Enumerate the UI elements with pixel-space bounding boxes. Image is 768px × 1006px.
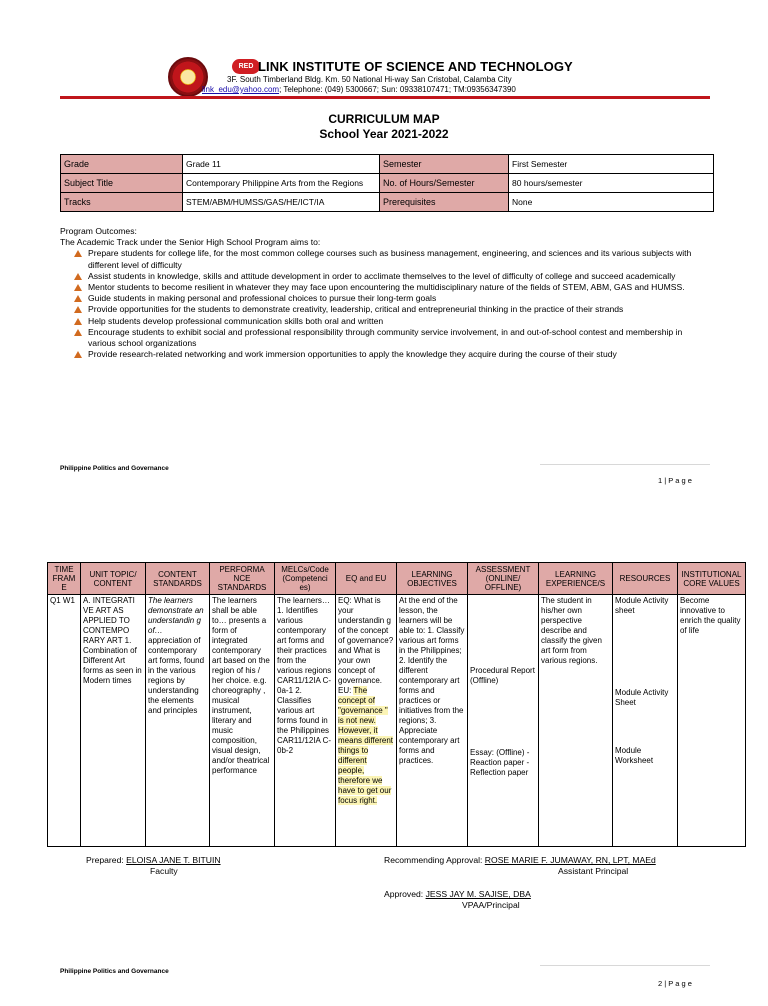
info-label: Subject Title [61,174,183,193]
email-link[interactable]: link_edu@yahoo.com [202,85,280,94]
column-header: UNIT TOPIC/ CONTENT [81,563,146,595]
list-item: Encourage students to exhibit social and professional responsibility through community service involvement, in and out-of-school contest and membership in various school organizations [74,327,710,349]
info-label: Prerequisites [380,193,509,212]
core-values-cell: Become innovative to enrich the quality of life [678,595,746,847]
approved-role: VPAA/Principal [462,900,520,910]
column-header: PERFORMA NCE STANDARDS [210,563,275,595]
prepared-role: Faculty [150,866,178,876]
content-standards-cell: The learners demonstrate an understandin g of… appreciation of contemporary art forms, found in the various regions by understanding the elements and principles [146,595,210,847]
institution-name: LINK INSTITUTE OF SCIENCE AND TECHNOLOGY [258,59,573,74]
institution-address: 3F. South Timberland Bldg. Km. 50 National Hi-way San Cristobal, Calamba City [227,75,512,84]
unit-topic-cell: A. INTEGRATI VE ART AS APPLIED TO CONTEMPO RARY ART 1. Combination of Different Art forms as seen in Modern times [81,595,146,847]
document-title: CURRICULUM MAP [328,112,440,126]
column-header: LEARNING OBJECTIVES [397,563,468,595]
program-outcomes [60,226,710,360]
performance-standards-cell: The learners shall be able to… presents a form of integrated contemporary art based on the region of his / her choice. e.g. choreography , musical instrument, literary and music composition, visual design, and/or theatrical performance [210,595,275,847]
list-item: Provide research-related networking and work immersion opportunities to apply the knowledge they acquire during the course of their study [74,349,710,360]
prepared-by: Prepared: ELOISA JANE T. BITUIN [86,855,221,865]
info-value: 80 hours/semester [509,174,714,193]
list-item: Prepare students for college life, for the most common college courses such as business management, engineering, and sciences and its various subjects with different level of difficulty [74,248,710,270]
red-badge-logo: RED [232,59,260,74]
info-value: Contemporary Philippine Arts from the Regions [183,174,380,193]
institution-contact [202,85,516,94]
column-header: ASSESSMENT (ONLINE/ OFFLINE) [468,563,539,595]
list-item: Mentor students to become resilient in whatever they may face upon encountering the multidisciplinary nature of the fields of STEM, ABM, GAS and HUMSS. [74,282,710,293]
column-header: INSTITUTIONAL CORE VALUES [678,563,746,595]
table-row [48,595,746,847]
learning-objectives-cell: At the end of the lesson, the learners will be able to: 1. Classify various art forms in the Philippines; 2. Identify the different contemporary art forms and practices or initiatives from the regions; 3. Appreciate contemporary art forms and practices. [397,595,468,847]
table-row [61,155,714,174]
table-header-row [48,563,746,595]
column-header: EQ and EU [336,563,397,595]
list-item: Guide students in making personal and professional choices to pursue their long-term goals [74,293,710,304]
school-year: School Year 2021-2022 [319,127,449,141]
triangle-bullet-icon [74,351,82,358]
page-2 [0,495,768,1006]
info-value: None [509,193,714,212]
recommending-approval: Recommending Approval: ROSE MARIE F. JUMAWAY, RN, LPT, MAEd [384,855,656,865]
triangle-bullet-icon [74,295,82,302]
recommending-role: Assistant Principal [558,866,629,876]
approved-by: Approved: JESS JAY M. SAJISE, DBA [384,889,531,899]
page-1 [0,0,768,495]
outcomes-list [74,248,710,360]
footer-subject: Philippine Politics and Governance [60,465,169,472]
outcomes-intro: The Academic Track under the Senior High School Program aims to: [60,237,321,248]
triangle-bullet-icon [74,318,82,325]
prepared-name: ELOISA JANE T. BITUIN [126,855,221,865]
approved-name: JESS JAY M. SAJISE, DBA [425,889,531,899]
eq-eu-cell: EQ: What is your understandin g of the concept of governance? and What is your own concept of governance. EU: The concept of "governance " is not new. However, it means different things to different people, therefore we have to get our focus right. [336,595,397,847]
melcs-cell: The learners… 1. Identifies various contemporary art forms and their practices from the various regions CAR11/12IA C-0a-1 2. Classifies various art forms found in the Philippines CAR11/12IA C-0b-2 [275,595,336,847]
column-header: LEARNING EXPERIENCE/S [539,563,613,595]
triangle-bullet-icon [74,284,82,291]
footer-divider [540,965,710,966]
triangle-bullet-icon [74,273,82,280]
subject-info-table [60,154,714,212]
column-header: RESOURCES [613,563,678,595]
triangle-bullet-icon [74,306,82,313]
footer-subject: Philippine Politics and Governance [60,968,169,975]
resources-cell: Module Activity sheet Module Activity Sheet Module Worksheet [613,595,678,847]
table-row [61,174,714,193]
phone-numbers: ; Telephone: (049) 5300667; Sun: 09338107471; TM:09356347390 [279,85,516,94]
table-row [61,193,714,212]
info-value: STEM/ABM/HUMSS/GAS/HE/ICT/IA [183,193,380,212]
triangle-bullet-icon [74,250,82,257]
assessment-cell: Procedural Report (Offline) Essay: (Offline) -Reaction paper -Reflection paper [468,595,539,847]
info-label: Tracks [61,193,183,212]
info-label: Semester [380,155,509,174]
column-header: MELCs/Code (Competenci es) [275,563,336,595]
list-item: Help students develop professional communication skills both oral and written [74,316,710,327]
learning-experience-cell: The student in his/her own perspective describe and classify the given art form from various regions. [539,595,613,847]
page-number: 1 | P a g e [658,476,692,485]
time-frame-cell: Q1 W1 [48,595,81,847]
info-value: First Semester [509,155,714,174]
info-label: No. of Hours/Semester [380,174,509,193]
page-number: 2 | P a g e [658,979,692,988]
highlighted-text: The concept of "governance " is not new. However, it means different things to different people, therefore we have to get our focus right. [338,686,393,805]
column-header: CONTENT STANDARDS [146,563,210,595]
info-value: Grade 11 [183,155,380,174]
footer-divider [540,464,710,465]
list-item: Assist students in knowledge, skills and attitude development in order to acclimate themselves to the level of difficulty of college and succeed academically [74,271,710,282]
outcomes-heading: Program Outcomes: [60,226,137,236]
column-header: TIME FRAM E [48,563,81,595]
list-item: Provide opportunities for the students to demonstrate creativity, leadership, critical and entrepreneurial thinking in the practice of their strands [74,304,710,315]
triangle-bullet-icon [74,329,82,336]
info-label: Grade [61,155,183,174]
recommending-name: ROSE MARIE F. JUMAWAY, RN, LPT, MAEd [484,855,656,865]
curriculum-map-table [47,562,746,847]
header-divider [60,96,710,99]
